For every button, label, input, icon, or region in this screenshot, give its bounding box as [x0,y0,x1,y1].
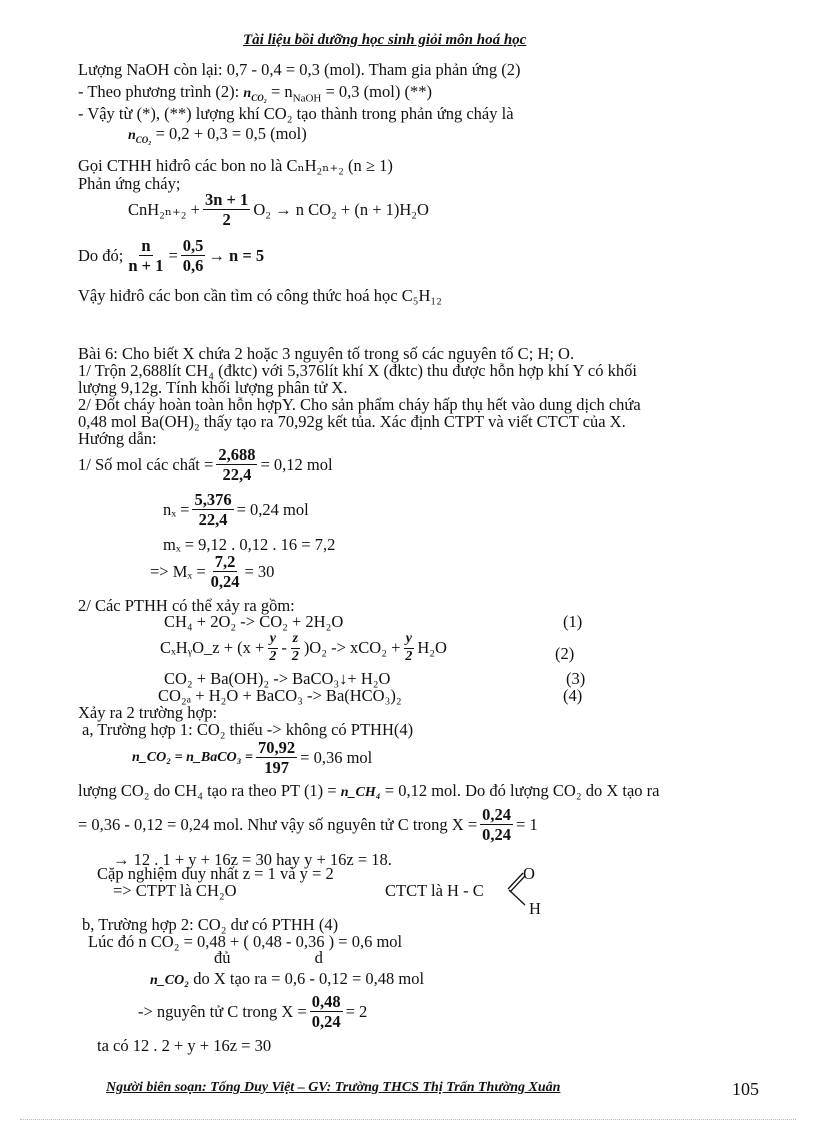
mol-equation: nₓ = $\frac{5,376}{22,4}$ = 0,24 mol [163,490,309,530]
text-line: Phản ứng cháy; [78,174,181,193]
reaction-4: CO₂ₐ + H₂O + BaCO₃ -> Ba(HCO₃)₂ [158,686,402,705]
text-line: - Vậy từ (*), (**) lượng khí CO₂ tạo thành trong phản ứng cháy là [78,104,514,123]
combustion-equation: CnH₂ₙ₊₂ + $\frac{3n + 1}{2}$ O₂ → n CO₂ + (n + 1)H₂O [128,190,429,230]
text-line: => CTPT là CH₂O [113,881,237,900]
text-line: Lượng NaOH còn lại: 0,7 - 0,4 = 0,3 (mol). Tham gia phản ứng (2) [78,60,521,79]
text-line: Xảy ra 2 trường hợp: [78,703,218,722]
text-line: Cặp nghiệm duy nhất z = 1 và y = 2 [97,864,334,883]
text-line: → 12 . 1 + y + 16z = 30 hay y + 16z = 18. [113,850,392,869]
page-header-title: Tài liệu bồi dưỡng học sinh giỏi môn hoá học [243,32,527,48]
carbon-count-equation: = 0,36 - 0,12 = 0,24 mol. Như vậy số nguyên tử C trong X = $\frac{0,24}{0,24}$ = 1 [78,805,538,845]
text-line: lượng CO₂ do CH₄ tạo ra theo PT (1) = n_CH₄ = 0,12 mol. Do đó lượng CO₂ do X tạo ra [78,781,660,800]
text-line: n_CO₂ do X tạo ra = 0,6 - 0,12 = 0,48 mol [150,969,425,988]
text-line: Lúc đó n CO₂ = 0,48 + ( 0,48 - 0,36 ) = 0,6 mol [88,932,403,951]
reaction-2: CₓHᵧO_z + (x + $\frac{y}{2}$ - $\frac{z}{2}$ )O₂ -> xCO₂ + $\frac{y}{2}$ H₂O [160,631,447,664]
reaction-3: CO₂ + Ba(OH)₂ -> BaCO₃↓+ H₂O [164,669,391,688]
text-line: - Theo phương trình (2): $n_{CO_2} = n_{NaOH} = 0,3$ (mol) (**) [78,82,432,105]
text-line: 2/ Các PTHH có thể xảy ra gồm: [78,596,295,615]
text-line: Vậy hiđrô các bon cần tìm có công thức hoá học C₅H₁₂ [78,286,442,305]
reaction-number: (1) [563,612,583,631]
text-line: lượng 9,12g. Tính khối lượng phân tử X. [78,378,348,397]
structural-formula-label: CTCT là H - C [385,881,484,900]
mol-equation: 1/ Số mol các chất = $\frac{2,688}{22,4}$ = 0,12 mol [78,445,333,485]
reaction-number: (2) [555,644,575,663]
text-line: Hướng dẫn: [78,429,157,448]
text-line: ta có 12 . 2 + y + 16z = 30 [97,1036,272,1055]
bottom-divider [20,1119,796,1120]
text-line: Gọi CTHH hiđrô các bon no là CₙH₂ₙ₊₂ (n ≥ 1) [78,156,393,175]
text-line: 1/ Trộn 2,688lít CH₄ (đktc) với 5,376lít khí X (đktc) thu được hỗn hợp khí Y có khối [78,361,637,380]
text-line: đủ d [214,948,323,967]
carbon-count-equation: -> nguyên tử C trong X = $\frac{0,48}{0,24}$ = 2 [138,992,368,1032]
problem-title: Bài 6: Cho biết X chứa 2 hoặc 3 nguyên tố trong số các nguyên tố C; H; O. [78,344,575,363]
reaction-number: (4) [563,686,583,705]
text-line: $n_{CO_2} = 0,2 + 0,3 = 0,5$ (mol) [128,124,307,145]
mass-equation: => Mₓ = $\frac{7,2}{0,24}$ = 30 [150,552,275,592]
atom-H: H [529,899,541,918]
text-line: b, Trường hợp 2: CO₂ dư có PTHH (4) [82,915,339,934]
arrow-right-icon: → [113,850,130,869]
case1-equation: n_CO₂ = n_BaCO₃ = $\frac{70,92}{197}$ = 0,36 mol [132,738,373,778]
text-line: 2/ Đốt cháy hoàn toàn hỗn hợpY. Cho sản phẩm cháy hấp thụ hết vào dung dịch chứa [78,395,641,414]
atom-O: O [523,864,535,883]
page-number: 105 [732,1079,759,1099]
text-line: mₓ = 9,12 . 0,12 . 16 = 7,2 [163,535,336,554]
solve-n-equation: Do đó; $\frac{n}{n + 1}$ = $\frac{0,5}{0,6}$ → n = 5 [78,236,265,276]
text-line: 0,48 mol Ba(OH)₂ thấy tạo ra 70,92g kết tủa. Xác định CTPT và viết CTCT của X. [78,412,626,431]
reaction-number: (3) [566,669,586,688]
page-footer-author: Người biên soạn: Tống Duy Việt – GV: Trường THCS Thị Trấn Thường Xuân [106,1080,561,1095]
text-line: a, Trường hợp 1: CO₂ thiếu -> không có PTHH(4) [82,720,414,739]
reaction-1: CH₄ + 2O₂ -> CO₂ + 2H₂O [164,612,344,631]
